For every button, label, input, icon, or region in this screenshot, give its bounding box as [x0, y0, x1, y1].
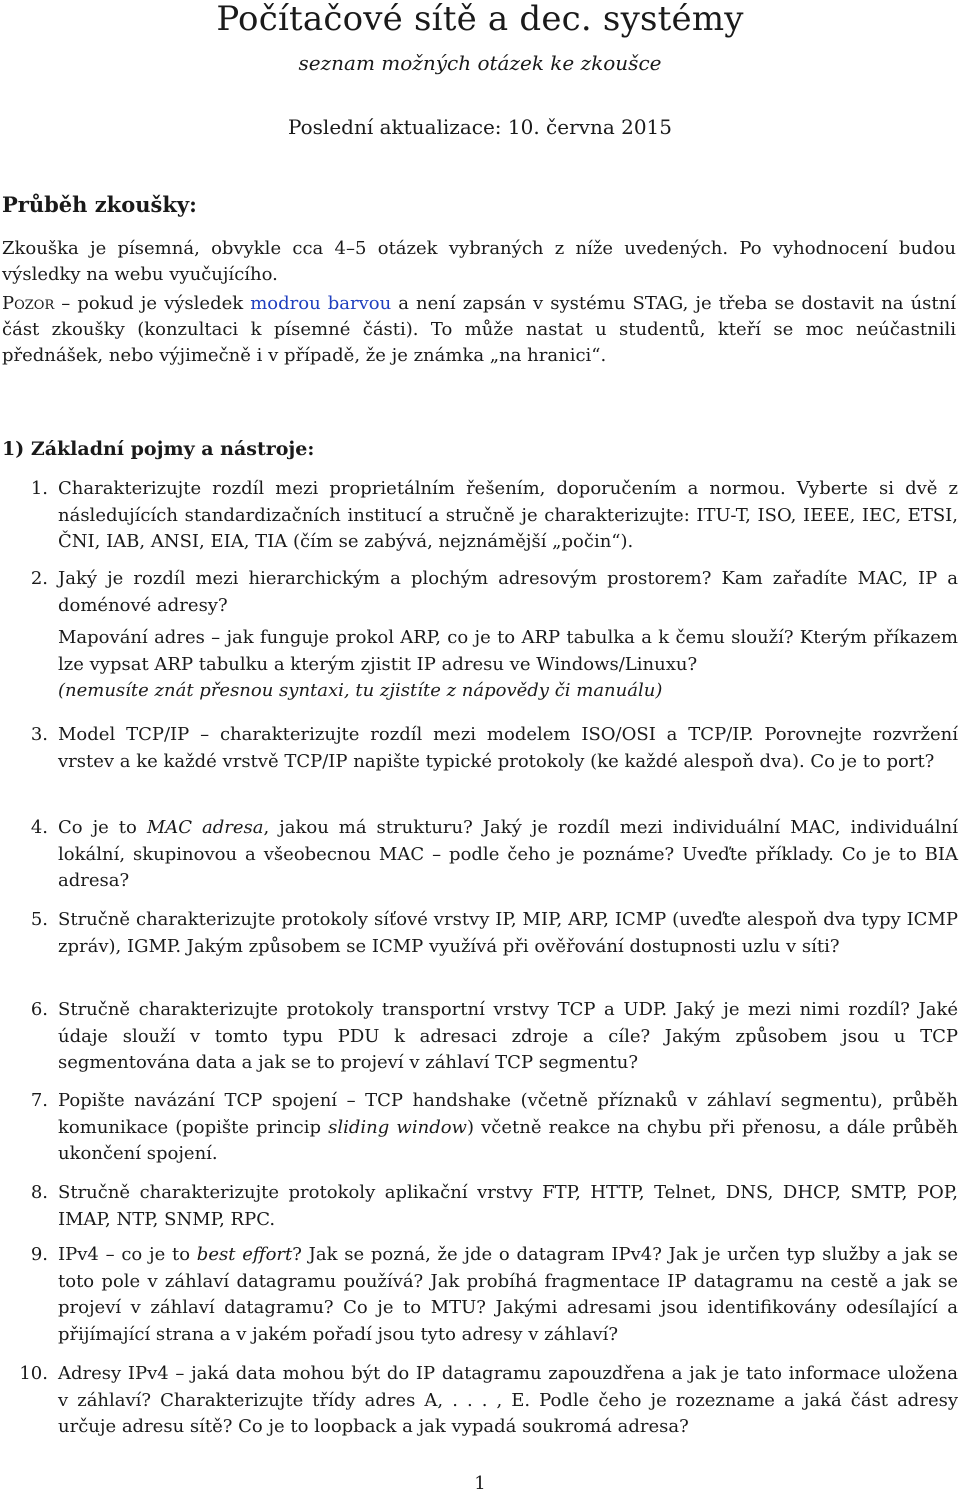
question-text	[58, 815, 958, 895]
pozor-text-b: a není zapsán v systému STAG, je třeba se dostavit na ústní část zkoušky (konzultaci k písemné části). To může nastat u studentů, kteří se moc neúčastnili přednášek, nebo výjimečně i v případě, že je známka „na hranici“.	[2, 293, 957, 366]
pozor-paragraph	[2, 291, 956, 369]
question-number: 8.	[30, 1182, 48, 1203]
question-number: 2.	[30, 568, 48, 589]
question-number: 4.	[30, 817, 48, 838]
exam-info	[2, 236, 956, 372]
question-number: 1.	[30, 478, 48, 499]
emphasis: best effort	[196, 1244, 293, 1265]
last-updated: Poslední aktualizace: 10. června 2015	[287, 115, 672, 139]
question-text: Stručně charakterizujte protokoly transportní vrstvy TCP a UDP. Jaký je mezi nimi rozdíl? Jaké údaje slouží v tomto typu PDU k adresaci zdroje a cíle? Jakým způsobem jsou u TCP segmentována data a jak se to projeví v záhlaví TCP segmentu?	[58, 999, 958, 1073]
question-number: 5.	[30, 909, 48, 930]
exam-paragraph: Zkouška je písemná, obvykle cca 4–5 otázek vybraných z níže uvedených. Po vyhodnocení budou výsledky na webu vyučujícího.	[2, 238, 956, 285]
question-number: 10.	[19, 1363, 48, 1384]
question-7	[0, 1088, 958, 1168]
question-4	[0, 815, 958, 895]
page-number: 1	[474, 1473, 486, 1494]
question-text: Stručně charakterizujte protokoly aplikační vrstvy FTP, HTTP, Telnet, DNS, DHCP, SMTP, POP, IMAP, NTP, SNMP, RPC.	[58, 1182, 958, 1230]
question-6	[0, 997, 958, 1077]
document-title: Počítačové sítě a dec. systémy	[216, 0, 744, 39]
document-subtitle: seznam možných otázek ke zkoušce	[298, 51, 662, 75]
question-3	[0, 722, 958, 775]
question-text: Jaký je rozdíl mezi hierarchickým a plochým adresovým prostorem? Kam zařadíte MAC, IP a doménové adresy?	[58, 568, 958, 616]
question-9	[0, 1242, 958, 1348]
text-segment: , jakou má strukturu? Jaký je rozdíl mezi individuální MAC, individuální lokální, skupinovou a všeobecnou MAC – podle čeho je poznáme? Uveďte příklady. Co je to BIA adresa?	[58, 817, 959, 891]
pozor-label: Pozor	[2, 293, 55, 314]
emphasis: sliding window	[328, 1116, 467, 1138]
text-segment: Popište navázání TCP spojení – TCP handshake (včetně příznaků v záhlaví segmentu), průběh komunikace (popište princip	[58, 1090, 958, 1138]
question-1	[0, 476, 958, 556]
question-2	[0, 566, 958, 705]
emphasis: MAC adresa	[146, 817, 264, 838]
text-segment: IPv4 – co je to	[58, 1244, 197, 1265]
pozor-text-a: – pokud je výsledek	[54, 293, 251, 314]
question-5	[0, 907, 958, 960]
blue-color-note: modrou barvou	[250, 293, 392, 314]
exam-heading: Průběh zkoušky:	[2, 192, 197, 217]
question-number: 6.	[30, 999, 48, 1020]
question-8	[0, 1180, 958, 1233]
question-10	[0, 1361, 958, 1441]
text-segment: ? Jak se pozná, že jde o datagram IPv4? Jak je určen typ služby a jak se toto pole v záhlaví datagramu používá? Jak probíhá fragmentace IP datagramu na cestě a jak se projeví v záhlaví datagramu? Co je to MTU? Jakými adresami jsou identifikovány odesílající a přijímající strana a v jakém pořadí jsou tyto adresy v záhlaví?	[58, 1244, 958, 1345]
section-heading: 1) Základní pojmy a nástroje:	[2, 438, 315, 460]
question-text: Stručně charakterizujte protokoly síťové vrstvy IP, MIP, ARP, ICMP (uveďte alespoň dva typy ICMP zpráv), IGMP. Jakým způsobem se ICMP využívá při ověřování dostupnosti uzlu v síti?	[58, 909, 958, 957]
question-text	[58, 1088, 958, 1168]
question-text-arp: Mapování adres – jak funguje prokol ARP, co je to ARP tabulka a k čemu slouží? Kterým příkazem lze vypsat ARP tabulku a kterým zjistit IP adresu ve Windows/Linuxu?	[58, 627, 958, 675]
question-text: Charakterizujte rozdíl mezi proprietálním řešením, doporučením a normou. Vyberte si dvě z následujících standardizačních institucí a stručně je charakterizujte: ITU-T, ISO, IEEE, IEC, ETSI, ČNI, IAB, ANSI, EIA, TIA (čím se zabývá, nejznámější „počin“).	[58, 478, 958, 552]
text-segment: Co je to	[58, 817, 147, 838]
text-segment: ) včetně reakce na chybu při přenosu, a dále průběh ukončení spojení.	[58, 1116, 959, 1164]
question-text: Adresy IPv4 – jaká data mohou být do IP datagramu zapouzdřena a jak je tato informace uložena v záhlaví? Charakterizujte třídy adres A, . . . , E. Podle čeho je rozezname a jaká část adresy určuje adresu sítě? Co je to loopback a jak vypadá soukromá adresa?	[58, 1363, 958, 1437]
question-number: 9.	[30, 1244, 48, 1265]
question-text: Model TCP/IP – charakterizujte rozdíl mezi modelem ISO/OSI a TCP/IP. Porovnejte rozvržení vrstev a ke každé vrstvě TCP/IP napište typické protokoly (ke každé alespoň dva). Co je to port?	[58, 724, 958, 772]
question-text	[58, 1242, 958, 1348]
question-number: 3.	[30, 724, 48, 745]
question-hint: (nemusíte znát přesnou syntaxi, tu zjistíte z nápovědy či manuálu)	[58, 680, 663, 701]
question-number: 7.	[30, 1090, 48, 1111]
